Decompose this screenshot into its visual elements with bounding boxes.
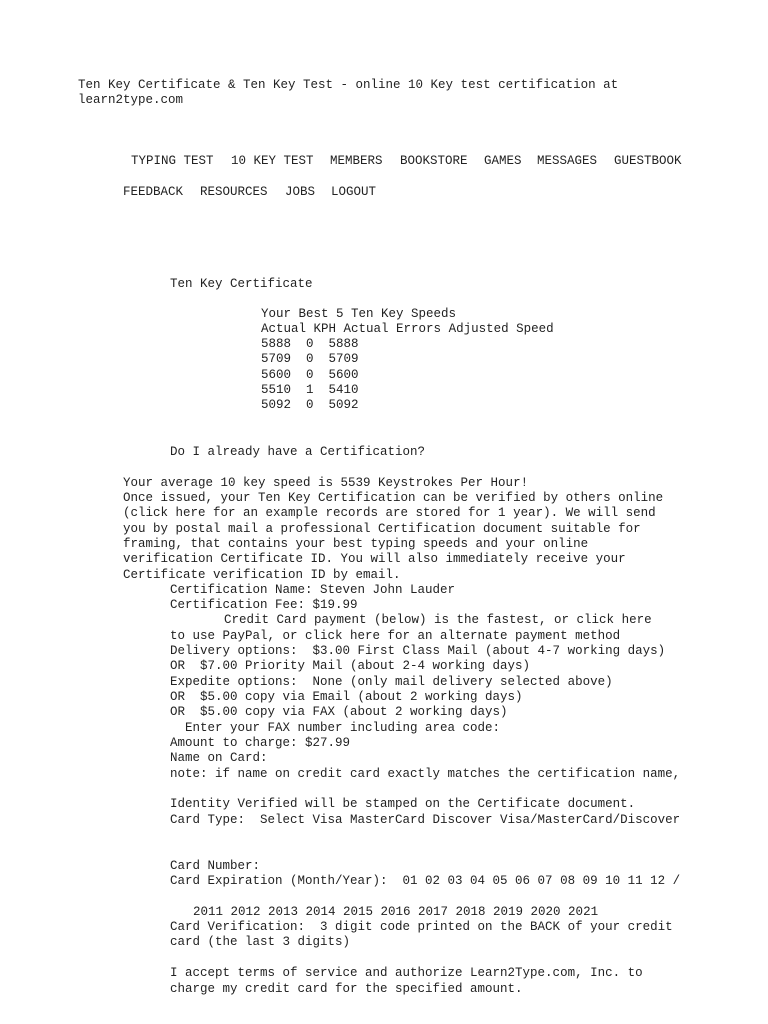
name-on-card-field-label[interactable]: Name on Card:: [170, 751, 268, 765]
table-row: [261, 337, 359, 352]
delivery-option-priority[interactable]: OR $7.00 Priority Mail (about 2-4 working days): [170, 659, 531, 673]
errors-cell: 0: [306, 337, 314, 351]
nav-10-key-test[interactable]: 10 KEY TEST: [231, 154, 314, 168]
nav-typing-test[interactable]: TYPING TEST: [131, 154, 214, 168]
info-line: Certificate verification ID by email.: [123, 568, 401, 582]
card-expiration-month-select[interactable]: Card Expiration (Month/Year): 01 02 03 04 05 06 07 08 09 10 11 12 /: [170, 874, 681, 888]
kph-cell: 5510: [261, 382, 292, 397]
expedite-option-fax[interactable]: OR $5.00 copy via FAX (about 2 working days): [170, 705, 508, 719]
nav-messages[interactable]: MESSAGES: [537, 154, 598, 168]
info-line: Once issued, your Ten Key Certification can be verified by others online: [123, 491, 664, 505]
expedite-option-email[interactable]: OR $5.00 copy via Email (about 2 working days): [170, 690, 523, 704]
fax-number-field-label[interactable]: Enter your FAX number including area code:: [185, 721, 501, 735]
col-adjusted-speed: Adjusted Speed: [448, 322, 554, 336]
alternate-payment-link[interactable]: to use PayPal, or click here for an alternate payment method: [170, 629, 621, 643]
nav-bookstore[interactable]: BOOKSTORE: [400, 154, 468, 168]
errors-cell: 1: [306, 382, 314, 397]
errors-cell: 0: [306, 352, 314, 367]
page-title: Ten Key Certificate & Ten Key Test - online 10 Key test certification at learn2type.com: [78, 78, 619, 107]
nav-members[interactable]: MEMBERS: [330, 154, 383, 168]
expedite-option-none[interactable]: Expedite options: None (only mail delivery selected above): [170, 675, 613, 689]
errors-cell: 0: [306, 398, 314, 413]
certification-name: Certification Name: Steven John Lauder: [170, 583, 456, 597]
delivery-option-first-class[interactable]: Delivery options: $3.00 First Class Mail (about 4-7 working days): [170, 644, 666, 658]
col-actual-errors: Actual Errors: [343, 322, 442, 336]
example-records-link[interactable]: (click here for an example records are stored for 1 year). We will send: [123, 506, 656, 520]
nav-jobs[interactable]: JOBS: [285, 185, 316, 199]
kph-cell: 5600: [261, 367, 292, 382]
info-line: you by postal mail a professional Certification document suitable for: [123, 522, 641, 536]
nav-resources[interactable]: RESOURCES: [200, 185, 268, 199]
nav-games[interactable]: GAMES: [484, 154, 522, 168]
amount-to-charge: Amount to charge: $27.99: [170, 736, 351, 750]
name-match-note: note: if name on credit card exactly matches the certification name,: [170, 767, 681, 781]
speeds-title: Your Best 5 Ten Key Speeds: [261, 307, 457, 321]
table-row: [261, 352, 359, 367]
card-type-select[interactable]: Card Type: Select Visa MasterCard Discover Visa/MasterCard/Discover: [170, 813, 681, 827]
col-actual-kph: Actual KPH: [261, 322, 337, 336]
adjusted-cell: 5709: [328, 352, 359, 367]
speeds-table: [261, 337, 359, 413]
card-number-field-label[interactable]: Card Number:: [170, 859, 261, 873]
adjusted-cell: 5092: [328, 398, 359, 413]
certification-fee: Certification Fee: $19.99: [170, 598, 358, 612]
accept-terms-checkbox-label[interactable]: I accept terms of service and authorize Learn2Type.com, Inc. to: [170, 966, 643, 980]
card-verification-note: card (the last 3 digits): [170, 935, 351, 949]
nav-guestbook[interactable]: GUESTBOOK: [614, 154, 682, 168]
kph-cell: 5709: [261, 352, 292, 367]
kph-cell: 5092: [261, 398, 292, 413]
already-have-certification-link[interactable]: Do I already have a Certification?: [170, 445, 426, 459]
table-row: [261, 398, 359, 413]
adjusted-cell: 5600: [328, 367, 359, 382]
identity-verified-note: Identity Verified will be stamped on the Certificate document.: [170, 797, 636, 811]
speeds-header: [261, 322, 554, 337]
accept-terms-text: charge my credit card for the specified amount.: [170, 982, 523, 996]
errors-cell: 0: [306, 367, 314, 382]
card-verification-field-label[interactable]: Card Verification: 3 digit code printed on the BACK of your credit: [170, 920, 673, 934]
card-expiration-year-select[interactable]: 2011 2012 2013 2014 2015 2016 2017 2018 2019 2020 2021: [193, 905, 599, 919]
kph-cell: 5888: [261, 337, 292, 351]
average-speed-text: Your average 10 key speed is 5539 Keystrokes Per Hour!: [123, 476, 529, 490]
adjusted-cell: 5888: [328, 337, 359, 351]
table-row: [261, 383, 359, 398]
nav-feedback[interactable]: FEEDBACK: [123, 185, 184, 199]
table-row: [261, 368, 359, 383]
certificate-heading: Ten Key Certificate: [170, 277, 313, 291]
nav-logout[interactable]: LOGOUT: [331, 185, 377, 199]
adjusted-cell: 5410: [328, 382, 359, 397]
info-line: framing, that contains your best typing speeds and your online: [123, 537, 589, 551]
credit-card-paypal-link[interactable]: Credit Card payment (below) is the fastest, or click here: [224, 613, 652, 627]
info-line: verification Certificate ID. You will also immediately receive your: [123, 552, 626, 566]
